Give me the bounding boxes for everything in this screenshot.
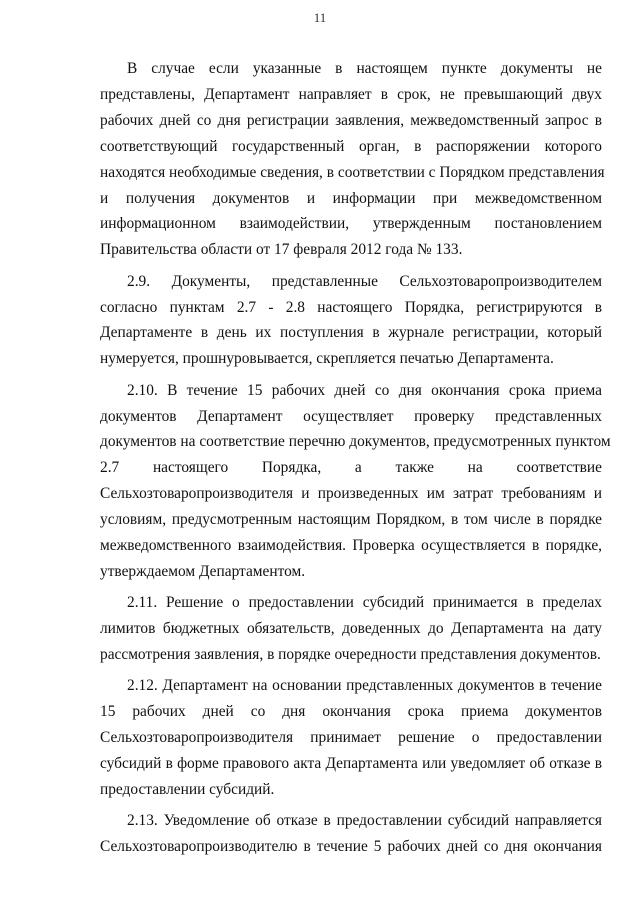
text-line: находятся необходимые сведения, в соответствии с Порядком представления [100, 163, 605, 181]
text-line: 2.11. Решение о предоставлении субсидий принимается в пределах [127, 594, 602, 612]
text-line: 2.10. В течение 15 рабочих дней со дня окончания срока приема [127, 381, 602, 399]
text-line: лимитов бюджетных обязательств, доведенных до Департамента на дату [100, 620, 602, 638]
text-line: В случае если указанные в настоящем пункте документы не [127, 60, 602, 77]
text-line: рабочих дней со дня регистрации заявления, межведомственный запрос в [100, 111, 602, 129]
text-line: информационном взаимодействии, утвержденным постановлением [100, 215, 602, 233]
text-line: 2.9. Документы, представленные Сельхозтоваропроизводителем [127, 272, 602, 290]
document-body [100, 56, 611, 866]
text-line: согласно пунктам 2.7 - 2.8 настоящего Порядка, регистрируются в [100, 298, 602, 316]
paragraph-2-9 [100, 269, 602, 373]
paragraph-2-13 [100, 808, 602, 860]
text-line: рассмотрения заявления, в порядке очередности представления документов. [100, 646, 601, 664]
text-line: субсидий в форме правового акта Департамента или уведомляет об отказе в [100, 755, 602, 773]
text-line: Правительства области от 17 февраля 2012 года № 133. [100, 241, 463, 259]
text-line: условиям, предусмотренным настоящим Порядком, в том числе в порядке [100, 511, 602, 529]
page-number: 11 [313, 10, 327, 25]
text-line: межведомственного взаимодействия. Проверка осуществляется в порядке, [100, 537, 602, 555]
text-line: Сельхозтоваропроизводителя и произведенных им затрат требованиям и [100, 485, 602, 503]
text-line: Департаменте в день их поступления в журнале регистрации, который [100, 324, 602, 342]
text-line: 2.12. Департамент на основании представленных документов в течение [127, 677, 602, 695]
paragraph-missing-documents [100, 56, 605, 263]
text-line: 2.7 настоящего Порядка, а также на соответствие [100, 459, 602, 477]
text-line: соответствующий государственный орган, в распоряжении которого [100, 137, 602, 155]
paragraph-2-10 [100, 378, 611, 585]
text-line: представлены, Департамент направляет в срок, не превышающий двух [100, 85, 602, 103]
paragraph-2-12 [100, 673, 602, 803]
text-line: Сельхозтоваропроизводителю в течение 5 рабочих дней со дня окончания [100, 838, 602, 856]
text-line: утверждаемом Департаментом. [100, 563, 306, 580]
text-line: Сельхозтоваропроизводителя принимает решение о предоставлении [100, 729, 602, 747]
text-line: и получения документов и информации при межведомственном [100, 189, 602, 207]
text-line: документов Департамент осуществляет проверку представленных [100, 407, 602, 425]
text-line: 2.13. Уведомление об отказе в предоставлении субсидий направляется [127, 812, 602, 830]
text-line: 15 рабочих дней со дня окончания срока приема документов [100, 703, 602, 721]
text-line: предоставлении субсидий. [100, 781, 275, 799]
text-line: нумеруется, прошнуровывается, скрепляется печатью Департамента. [100, 350, 554, 368]
paragraph-2-11 [100, 590, 602, 668]
text-line: документов на соответствие перечню документов, предусмотренных пунктом [100, 433, 611, 451]
